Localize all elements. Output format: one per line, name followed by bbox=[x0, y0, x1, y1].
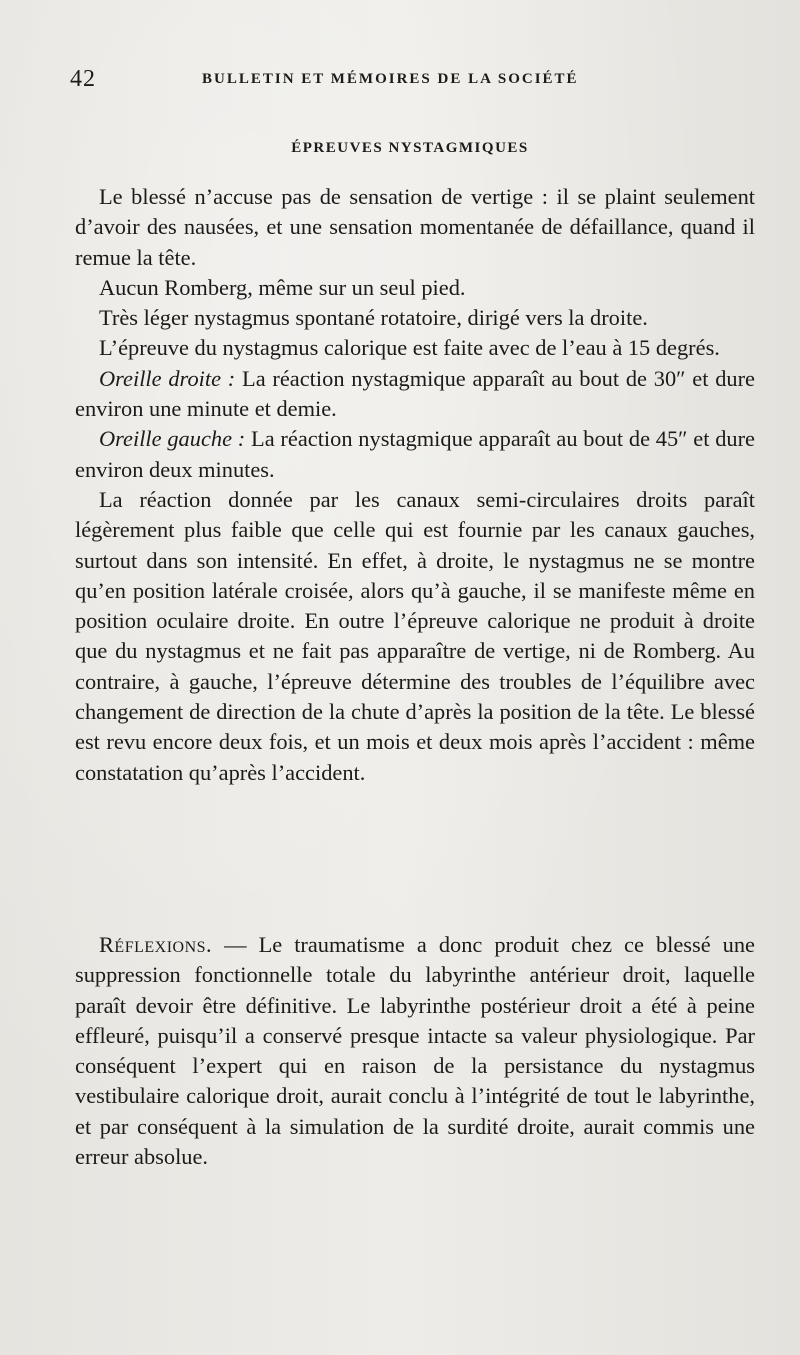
paragraph-reflexions bbox=[75, 930, 755, 1172]
paragraph-romberg: Aucun Romberg, même sur un seul pied. bbox=[99, 274, 466, 300]
oreille-droite-label: Oreille droite : bbox=[99, 365, 236, 391]
page-number: 42 bbox=[70, 66, 96, 92]
oreille-droite-text: La réaction nystagmique apparaît au bout de 30″ et dure environ une minute et demie. bbox=[75, 365, 755, 422]
reflexions-text: — Le traumatisme a donc produit chez ce blessé une suppression fonctionnelle totale du labyrinthe antérieur droit, laquelle paraît devoir être définitive. Le labyrinthe postérieur droit a été à peine effleuré, puisqu’il a conservé presque intacte sa valeur physiologique. Par conséquent l’expert qui en raison de la persistance du nystagmus vestibulaire calorique droit, aurait conclu à l’intégrité de tout le labyrinthe, et par conséquent à la simulation de la surdité droite, aurait commis une erreur absolue. bbox=[75, 932, 755, 1170]
paragraph-sensation: Le blessé n’accuse pas de sensation de vertige : il se plaint seulement d’avoir des nausées, et une sensation momentanée de défaillance, quand il remue la tête. bbox=[75, 184, 755, 270]
paragraph-oreille-droite bbox=[75, 364, 755, 425]
reflexions-section bbox=[75, 930, 755, 1172]
oreille-gauche-label: Oreille gauche : bbox=[99, 426, 246, 452]
section-title: ÉPREUVES NYSTAGMIQUES bbox=[291, 140, 529, 156]
paragraph-epreuve-calorique: L’épreuve du nystagmus calorique est faite avec de l’eau à 15 degrés. bbox=[99, 335, 720, 361]
running-head: BULLETIN ET MÉMOIRES DE LA SOCIÉTÉ bbox=[202, 71, 579, 87]
paragraph-reaction-canaux: La réaction donnée par les canaux semi-circulaires droits paraît légèrement plus faible que celle qui est fournie par les canaux gauches, surtout dans son intensité. En effet, à droite, le nystagmus ne se montre qu’en position latérale croisée, alors qu’à gauche, il se manifeste même en position oculaire droite. En outre l’épreuve calorique ne produit à droite que du nystagmus et ne fait pas apparaître de vertige, ni de Romberg. Au contraire, à gauche, l’épreuve détermine des troubles de l’équilibre avec changement de direction de la chute d’après la position de la tête. Le blessé est revu encore deux fois, et un mois et deux mois après l’accident : même constatation qu’après l’accident. bbox=[75, 486, 755, 785]
body-text bbox=[75, 182, 755, 788]
paragraph-oreille-gauche bbox=[75, 424, 755, 485]
paragraph-nystagmus-spontane: Très léger nystagmus spontané rotatoire, dirigé vers la droite. bbox=[99, 305, 648, 331]
oreille-gauche-text: La réaction nystagmique apparaît au bout de 45″ et dure environ deux minutes. bbox=[75, 426, 755, 482]
reflexions-label: Réflexions. bbox=[99, 932, 213, 957]
page-header bbox=[62, 66, 752, 96]
